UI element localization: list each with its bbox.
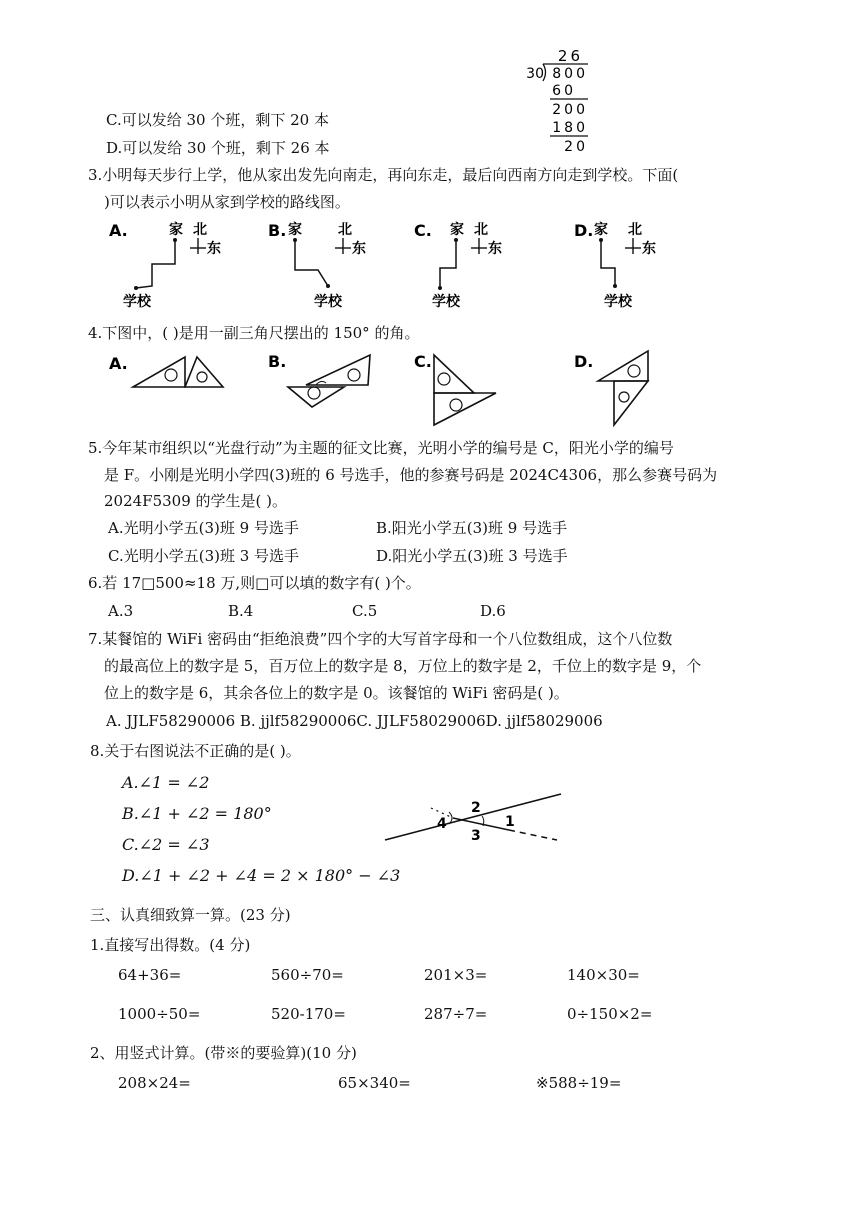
calc2-item: 208×24=: [118, 1074, 191, 1092]
division-step3: 180: [552, 120, 588, 136]
q4-triangle-figure-b: [266, 345, 396, 410]
q6-option-b: B.4: [228, 602, 254, 620]
q5-stem-line3: 2024F5309 的学生是( )。: [104, 492, 287, 510]
q3-stem-line1: 3.小明每天步行上学，他从家出发先向南走，再向东走，最后向西南方向走到学校。下面(: [88, 166, 679, 184]
calc1-item: 560÷70=: [271, 966, 344, 984]
q3-home-label: 家: [450, 222, 464, 238]
q3-east-label: 东: [488, 241, 502, 257]
q3-north-label: 北: [474, 222, 488, 238]
q5-stem-line2: 是 F。小刚是光明小学四(3)班的 6 号选手，他的参赛号码是 2024C4306，那么参赛号码为: [104, 466, 718, 484]
q3-route-diagram-b: [266, 218, 386, 313]
division-remainder: 20: [564, 139, 588, 155]
q5-option-d: D.阳光小学五(3)班 3 号选手: [376, 547, 568, 565]
calc1-item: 520-170=: [271, 1005, 346, 1023]
calc1-item: 201×3=: [424, 966, 488, 984]
q3-home-label: 家: [288, 222, 302, 238]
q8-option-a: A.∠1 = ∠2: [122, 773, 210, 792]
q8-stem: 8.关于右图说法不正确的是( )。: [90, 742, 301, 760]
q3-route-diagram-a: [105, 218, 225, 313]
calc1-title: 1.直接写出得数。(4 分): [90, 936, 251, 954]
q3-east-label: 东: [642, 241, 656, 257]
q4-triangle-figure-a: [105, 345, 235, 400]
q4-option-a-label: A.: [109, 354, 128, 373]
q7-stem-line2: 的最高位上的数字是 5，百万位上的数字是 8，万位上的数字是 2，千位上的数字是 9，个: [104, 657, 702, 675]
q7-stem-line3: 位上的数字是 6，其余各位上的数字是 0。该餐馆的 WiFi 密码是( )。: [104, 684, 569, 702]
q5-stem-line1: 5.今年某市组织以“光盘行动”为主题的征文比赛，光明小学的编号是 C，阳光小学的编号: [88, 439, 674, 457]
calc1-item: 0÷150×2=: [567, 1005, 653, 1023]
q3-stem-line2: )可以表示小明从家到学校的路线图。: [104, 193, 350, 211]
q3-east-label: 东: [352, 241, 366, 257]
q4-option-d-label: D.: [574, 352, 594, 371]
q8-intersecting-lines-figure: [385, 790, 565, 850]
q8-option-d: D.∠1 + ∠2 + ∠4 = 2 × 180° − ∠3: [122, 866, 401, 885]
q7-stem-line1: 7.某餐馆的 WiFi 密码由“拒绝浪费”四个字的大写首字母和一个八位数组成，这个八位数: [88, 630, 673, 648]
calc1-item: 64+36=: [118, 966, 182, 984]
q4-triangle-figure-c: [412, 345, 542, 430]
section-3-title: 三、认真细致算一算。(23 分): [90, 906, 291, 924]
q8-option-b: B.∠1 + ∠2 = 180°: [122, 804, 272, 823]
q5-option-a: A.光明小学五(3)班 9 号选手: [108, 519, 299, 537]
q3-home-label: 家: [594, 222, 608, 238]
calc1-item: 140×30=: [567, 966, 640, 984]
q3-north-label: 北: [628, 222, 642, 238]
division-dividend: 800: [552, 66, 588, 82]
q2-option-d: D.可以发给 30 个班，剩下 26 本: [106, 139, 330, 157]
q8-option-c: C.∠2 = ∠3: [122, 835, 210, 854]
q6-option-c: C.5: [352, 602, 378, 620]
q3-home-label: 家: [169, 222, 183, 238]
q3-school-label: 学校: [123, 294, 151, 310]
q4-triangle-figure-d: [572, 345, 702, 430]
calc1-item: 287÷7=: [424, 1005, 488, 1023]
q4-option-b-label: B.: [268, 352, 287, 371]
division-quotient: 26: [557, 47, 583, 65]
q3-school-label: 学校: [314, 294, 342, 310]
division-divisor: 30: [526, 66, 544, 82]
calc1-item: 1000÷50=: [118, 1005, 201, 1023]
q3-school-label: 学校: [604, 294, 632, 310]
q4-option-c-label: C.: [414, 352, 432, 371]
q5-option-b: B.阳光小学五(3)班 9 号选手: [376, 519, 568, 537]
q3-option-b-label: B.: [268, 221, 287, 240]
q3-east-label: 东: [207, 241, 221, 257]
q3-school-label: 学校: [432, 294, 460, 310]
q3-north-label: 北: [338, 222, 352, 238]
calc2-item: ※588÷19=: [536, 1074, 622, 1092]
q6-option-d: D.6: [480, 602, 506, 620]
q3-option-a-label: A.: [109, 221, 128, 240]
q6-option-a: A.3: [108, 602, 134, 620]
calc2-title: 2、用竖式计算。(带※的要验算)(10 分): [90, 1044, 357, 1062]
q7-options: A. JJLF58290006 B. jjlf58290006C. JJLF58029006D. jjlf58029006: [106, 712, 603, 730]
q8-angle-3-label: 3: [471, 828, 481, 844]
q6-stem: 6.若 17□500≈18 万,则□可以填的数字有( )个。: [88, 574, 421, 592]
q3-option-d-label: D.: [574, 221, 594, 240]
q3-route-diagram-c: [412, 218, 532, 313]
q3-north-label: 北: [193, 222, 207, 238]
calc2-item: 65×340=: [338, 1074, 411, 1092]
q5-option-c: C.光明小学五(3)班 3 号选手: [108, 547, 300, 565]
division-step1: 60: [552, 83, 576, 99]
q4-stem: 4.下图中，( )是用一副三角尺摆出的 150° 的角。: [88, 324, 420, 342]
q8-angle-4-label: 4: [437, 816, 447, 832]
long-division: [520, 44, 600, 159]
q2-option-c: C.可以发给 30 个班，剩下 20 本: [106, 111, 329, 129]
division-step2: 200: [552, 102, 588, 118]
q8-angle-1-label: 1: [505, 814, 515, 830]
q8-angle-2-label: 2: [471, 800, 481, 816]
q3-option-c-label: C.: [414, 221, 432, 240]
q3-route-diagram-d: [572, 218, 692, 313]
